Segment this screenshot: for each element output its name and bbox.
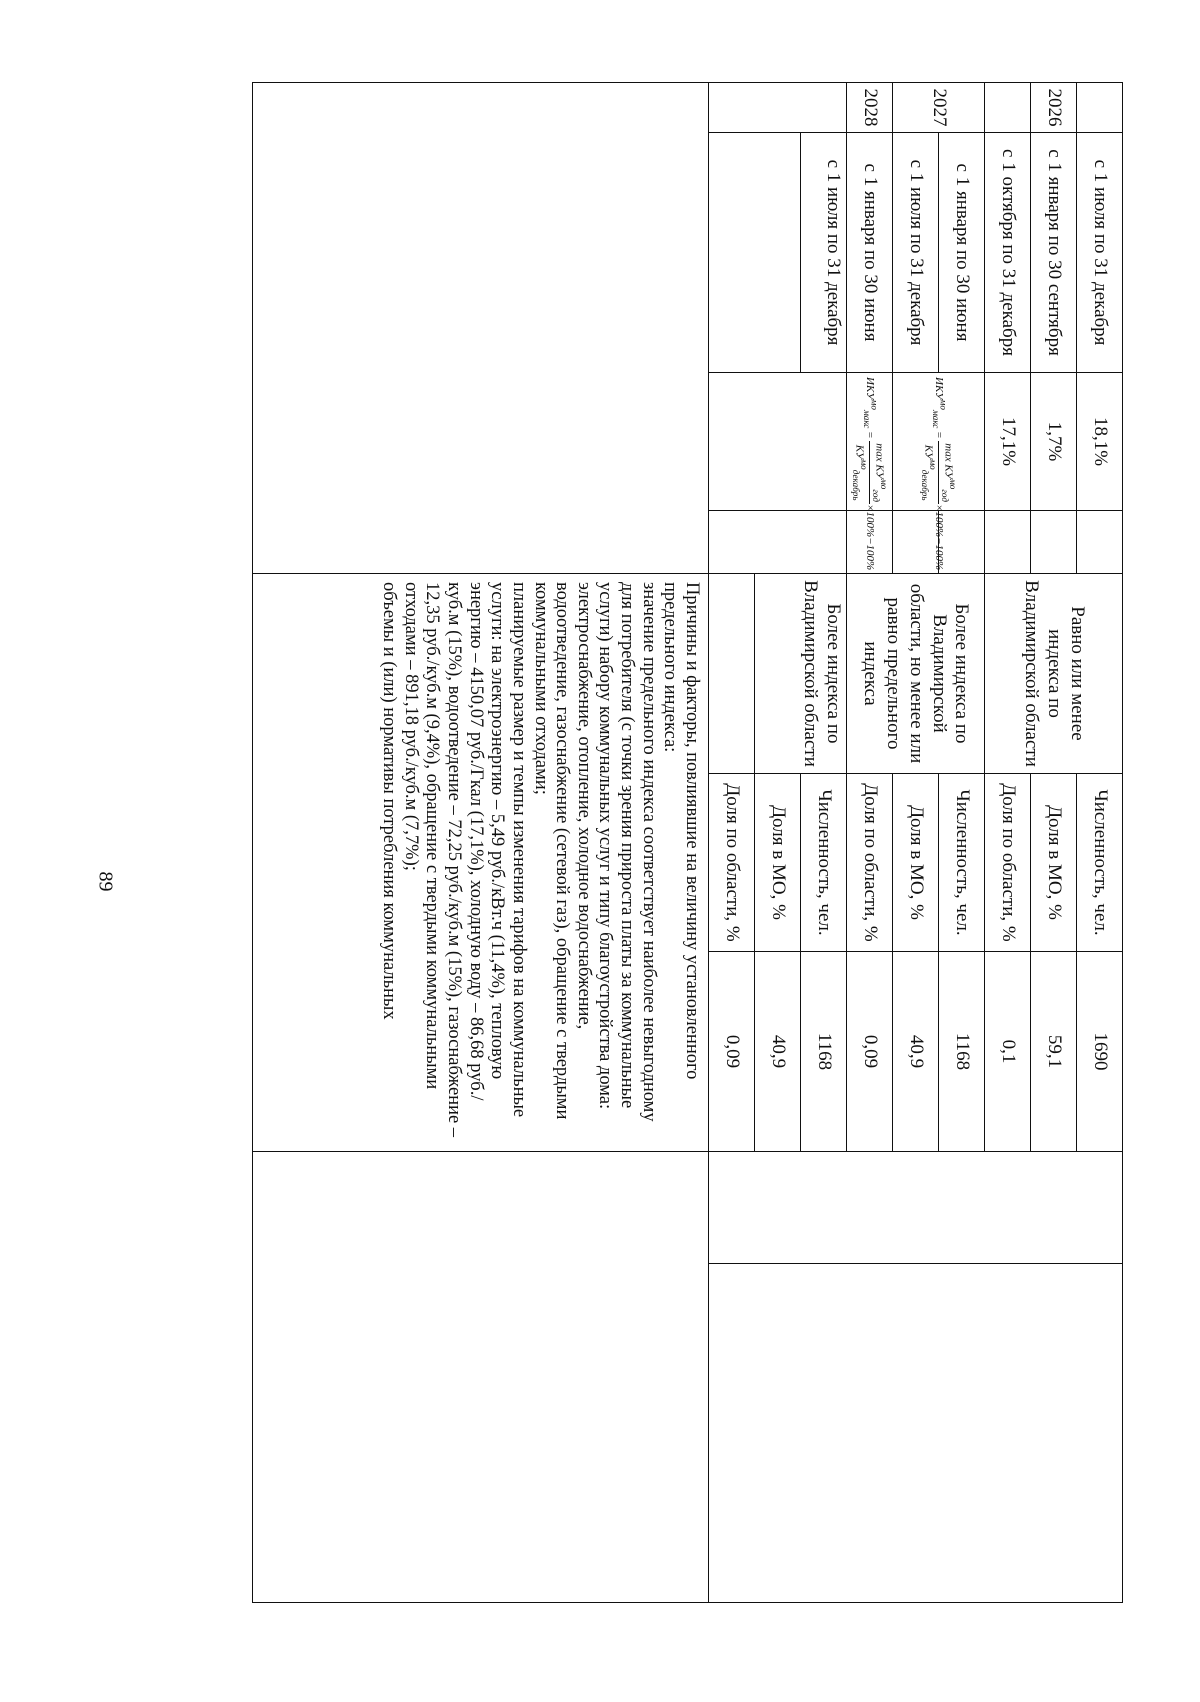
formula-fraction <box>919 441 958 504</box>
value-cell: 1168 <box>939 952 985 1152</box>
table-row <box>253 83 709 1603</box>
index-formula-cell <box>893 373 985 571</box>
formula-eq: = <box>932 428 945 442</box>
period-cell: с 1 июля по 31 декабря <box>801 133 847 373</box>
reasons-paragraph: значение предельного индекса соответствует наиболее невыгодному для потребителя (с точки зрения прироста платы за коммунальные услуги) набору коммунальных услуг и типу благоустройства дома: электроснабжение, отопление, холодное водоснабжение, водоотведение, газоснабжение (сетевой газ), обращение с твердыми коммунальными отходами; <box>530 582 659 1122</box>
metric-cell: Доля в МО, % <box>1031 774 1077 952</box>
formula-sup: мо <box>859 459 869 470</box>
tariff-index-table <box>252 82 1123 1603</box>
metric-cell: Доля по области, % <box>709 774 755 952</box>
table-row <box>1077 83 1123 1603</box>
category-cell: Более индекса по Владимирской области, но менее или равно предельного индекса <box>847 574 985 774</box>
formula-sub: макс <box>930 409 941 429</box>
value-cell: 1168 <box>801 952 847 1152</box>
metric-cell: Численность, чел. <box>939 774 985 952</box>
formula-sub: декабрь <box>920 469 931 501</box>
blank-cell <box>939 511 985 574</box>
metric-cell: Доля по области, % <box>985 774 1031 952</box>
blank-cell <box>253 83 709 574</box>
blank-cell <box>253 1152 709 1603</box>
period-cell: с 1 июля по 31 декабря <box>1077 133 1123 373</box>
blank-cell <box>709 1152 1123 1264</box>
period-cell: с 1 января по 30 сентября <box>1031 133 1077 373</box>
formula-tail: ×100%−100% <box>863 504 876 571</box>
formula-sub: макс <box>861 409 872 429</box>
blank-cell <box>709 1264 1123 1603</box>
period-cell: с 1 июля по 31 декабря <box>893 133 939 373</box>
reasons-paragraph: Причины и факторы, повлиявшие на величину установленного предельного индекса: <box>660 582 702 1080</box>
blank-cell <box>709 373 847 511</box>
blank-cell <box>985 511 1031 574</box>
metric-cell: Доля в МО, % <box>893 774 939 952</box>
metric-cell: Численность, чел. <box>801 774 847 952</box>
value-cell: 0,09 <box>847 952 893 1152</box>
blank-cell <box>893 511 939 574</box>
formula-lhs: ИКУ <box>863 377 876 400</box>
rotated-table-wrapper <box>253 82 1123 1602</box>
reasons-paragraph: планируемые размер и темпы изменения тарифов на коммунальные услуги: на электроэнергию – 5,49 руб./кВт.ч (11,4%), тепловую энергию – 4150,07 руб./Гкал (17,1%), холодную воду – 86,68 руб./куб.м (15%), водоотведение – 72,25 руб./куб.м (15%), газоснабжение – 12,35 руб./куб.м (9,4%), обращение с твердыми коммунальными отходами – 891,18 руб./куб.м (7,7%); <box>400 582 529 1138</box>
formula-sup: мо <box>947 478 958 490</box>
blank-cell <box>709 574 755 774</box>
value-cell: 40,9 <box>893 952 939 1152</box>
metric-cell: Доля в МО, % <box>755 774 801 952</box>
formula-sup: мо <box>928 459 938 470</box>
value-cell: 59,1 <box>1031 952 1077 1152</box>
formula-numerator <box>938 441 958 504</box>
year-cell: 2027 <box>893 83 985 133</box>
value-cell: 40,9 <box>755 952 801 1152</box>
year-cell: 2028 <box>847 83 893 133</box>
year-cell: 2026 <box>1031 83 1077 133</box>
value-cell: 0,09 <box>709 952 755 1152</box>
period-cell: с 1 октября по 31 декабря <box>985 133 1031 373</box>
formula-sub: год <box>940 489 950 503</box>
formula-den-text: КУ <box>853 444 866 460</box>
index-cell: 18,1% <box>1077 373 1123 511</box>
blank-cell <box>709 133 801 373</box>
blank-cell <box>709 83 847 133</box>
formula-sup: мо <box>938 399 949 410</box>
formula-sub: декабрь <box>851 469 862 501</box>
value-cell: 0,1 <box>985 952 1031 1152</box>
formula-tail: ×100%−100% <box>932 504 945 571</box>
reasons-paragraph: объемы и (или) нормативы потребления коммунальных <box>379 582 400 1020</box>
year-cell <box>985 83 1031 133</box>
formula-numerator <box>869 441 889 504</box>
index-cell: 1,7% <box>1031 373 1077 511</box>
formula-den-text: КУ <box>922 444 935 460</box>
formula-sup: мо <box>869 399 880 410</box>
blank-cell <box>1031 511 1077 574</box>
metric-cell: Доля по области, % <box>847 774 893 952</box>
index-cell: 17,1% <box>985 373 1031 511</box>
formula-denominator <box>850 441 869 504</box>
index-formula-cell <box>847 373 893 571</box>
formula-fraction <box>850 441 889 504</box>
blank-cell <box>1077 511 1123 574</box>
metric-cell: Численность, чел. <box>1077 774 1123 952</box>
blank-cell <box>1077 83 1123 133</box>
category-cell: Равно или менее индекса по Владимирской области <box>985 574 1123 774</box>
formula-sub: год <box>871 489 881 503</box>
category-cell: Более индекса по Владимирской области <box>755 574 847 774</box>
formula-num-text: max КУ <box>942 443 955 479</box>
formula-sup: мо <box>878 478 889 490</box>
formula-lhs: ИКУ <box>932 377 945 400</box>
blank-cell <box>709 511 847 574</box>
formula-num-text: max КУ <box>873 443 886 479</box>
period-cell: с 1 января по 30 июня <box>847 133 893 373</box>
reasons-text-cell <box>253 574 709 1152</box>
page-number: 89 <box>94 871 117 892</box>
period-cell: с 1 января по 30 июня <box>939 133 985 373</box>
formula-denominator <box>919 441 938 504</box>
formula-eq: = <box>863 428 876 442</box>
value-cell: 1690 <box>1077 952 1123 1152</box>
